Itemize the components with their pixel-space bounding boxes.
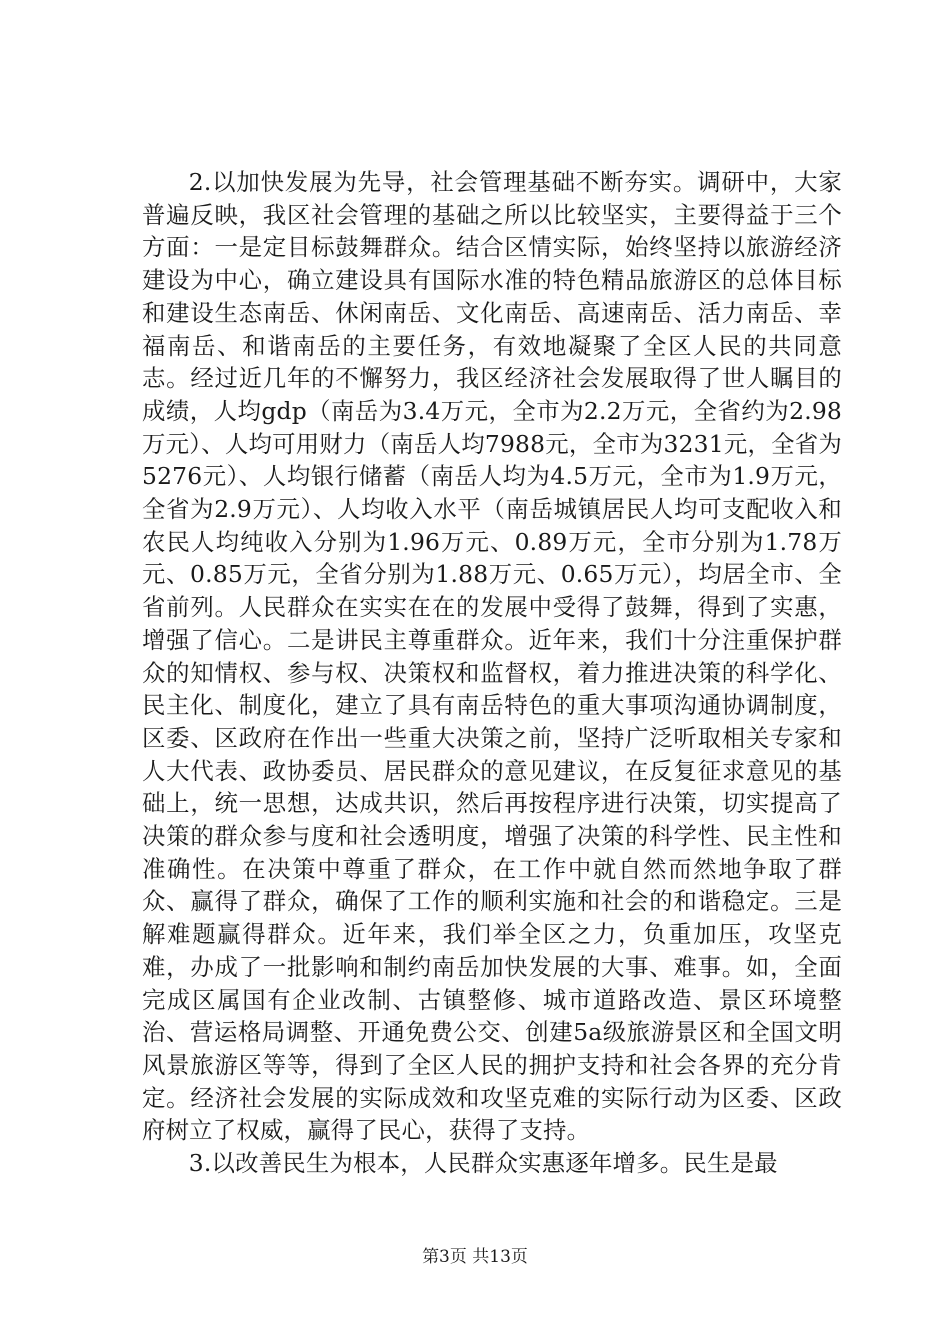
paragraph-1: 2.以加快发展为先导，社会管理基础不断夯实。调研中，大家普遍反映，我区社会管理的基础之所以比较坚实，主要得益于三个方面：一是定目标鼓舞群众。结合区情实际，始终坚持以旅游经济建设为中心，确立建设具有国际水准的特色精品旅游区的总体目标和建设生态南岳、休闲南岳、文化南岳、高速南岳、活力南岳、幸福南岳、和谐南岳的主要任务，有效地凝聚了全区人民的共同意志。经过近几年的不懈努力，我区经济社会发展取得了世人瞩目的成绩，人均gdp（南岳为3.4万元，全市为2.2万元，全省约为2.98万元）、人均可用财力（南岳人均7988元，全市为3231元，全省为5276元）、人均银行储蓄（南岳人均为4.5万元，全市为1.9万元，全省为2.9万元）、人均收入水平（南岳城镇居民人均可支配收入和农民人均纯收入分别为1.96万元、0.89万元，全市分别为1.78万元、0.85万元，全省分别为1.88万元、0.65万元），均居全市、全省前列。人民群众在实实在在的发展中受得了鼓舞，得到了实惠，增强了信心。二是讲民主尊重群众。近年来，我们十分注重保护群众的知情权、参与权、决策权和监督权，着力推进决策的科学化、民主化、制度化，建立了具有南岳特色的重大事项沟通协调制度，区委、区政府在作出一些重大决策之前，坚持广泛听取相关专家和人大代表、政协委员、居民群众的意见建议，在反复征求意见的基础上，统一思想，达成共识，然后再按程序进行决策，切实提高了决策的群众参与度和社会透明度，增强了决策的科学性、民主性和准确性。在决策中尊重了群众，在工作中就自然而然地争取了群众、赢得了群众，确保了工作的顺利实施和社会的和谐稳定。三是解难题赢得群众。近年来，我们举全区之力，负重加压，攻坚克难，办成了一批影响和制约南岳加快发展的大事、难事。如，全面完成区属国有企业改制、古镇整修、城市道路改造、景区环境整治、营运格局调整、开通免费公交、创建5a级旅游景区和全国文明风景旅游区等等，得到了全区人民的拥护支持和社会各界的充分肯定。经济社会发展的实际成效和攻坚克难的实际行动为区委、区政府树立了权威，赢得了民心，获得了支持。 — [142, 168, 842, 1145]
page-footer: 第3页 共13页 — [422, 1247, 528, 1267]
paragraph-2: 3.以改善民生为根本，人民群众实惠逐年增多。民生是最 — [188, 1149, 778, 1178]
document-body — [142, 166, 842, 1180]
